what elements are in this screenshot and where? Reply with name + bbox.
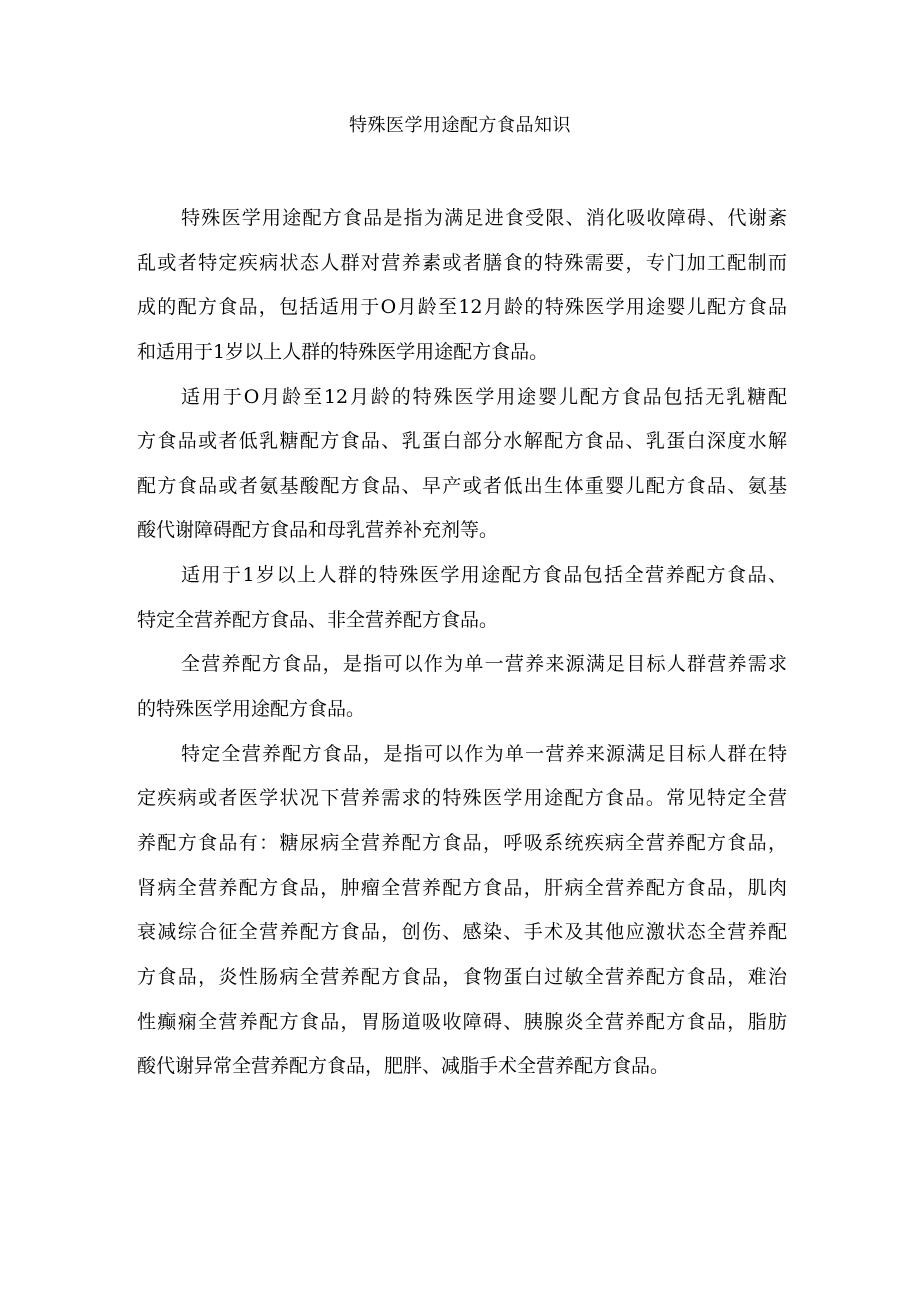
paragraph-line: 全营养配方食品，是指可以作为单一营养来源满足目标人群营养需求	[181, 653, 787, 676]
paragraph-line: 性癫痫全营养配方食品，胃肠道吸收障碍、胰腺炎全营养配方食品，脂肪	[137, 1010, 787, 1033]
paragraph-line: 特殊医学用途配方食品是指为满足进食受限、消化吸收障碍、代谢紊	[181, 207, 787, 229]
paragraph-line: 衰减综合征全营养配方食品，创伤、感染、手术及其他应激状态全营养配	[137, 921, 787, 944]
paragraph-line: 适用于1岁以上人群的特殊医学用途配方食品包括全营养配方食品、	[181, 564, 787, 587]
paragraph-line: 方食品或者低乳糖配方食品、乳蛋白部分水解配方食品、乳蛋白深度水解	[137, 430, 787, 453]
paragraph-over-one-year	[137, 562, 787, 651]
paragraph-line: 的特殊医学用途配方食品。	[137, 698, 366, 721]
paragraph-line: 特定全营养配方食品、非全营养配方食品。	[137, 608, 499, 631]
document-title: 特殊医学用途配方食品知识	[349, 115, 571, 136]
paragraph-line: 和适用于1岁以上人群的特殊医学用途配方食品。	[137, 340, 549, 363]
paragraph-line: 方食品，炎性肠病全营养配方食品，食物蛋白过敏全营养配方食品，难治	[137, 965, 787, 988]
paragraph-line: 乱或者特定疾病状态人群对营养素或者膳食的特殊需要，专门加工配制而	[137, 251, 787, 274]
paragraph-line: 成的配方食品，包括适用于O月龄至12月龄的特殊医学用途婴儿配方食品	[137, 296, 787, 319]
paragraph-line: 酸代谢异常全营养配方食品，肥胖、减脂手术全营养配方食品。	[137, 1055, 670, 1078]
paragraph-line: 特定全营养配方食品，是指可以作为单一营养来源满足目标人群在特	[181, 742, 787, 765]
paragraph-infant-formula	[137, 384, 787, 563]
paragraph-line: 养配方食品有：糖尿病全营养配方食品，呼吸系统疾病全营养配方食品，	[137, 831, 787, 854]
paragraph-line: 定疾病或者医学状况下营养需求的特殊医学用途配方食品。常见特定全营	[137, 787, 787, 810]
paragraph-line: 肾病全营养配方食品，肿瘤全营养配方食品，肝病全营养配方食品，肌肉	[137, 876, 787, 899]
paragraph-line: 配方食品或者氨基酸配方食品、早产或者低出生体重婴儿配方食品、氨基	[137, 474, 787, 497]
document-body	[137, 205, 787, 1098]
paragraph-line: 适用于O月龄至12月龄的特殊医学用途婴儿配方食品包括无乳糖配	[181, 385, 787, 408]
paragraph-line: 酸代谢障碍配方食品和母乳营养补充剂等。	[137, 519, 499, 542]
paragraph-definition	[137, 205, 787, 384]
paragraph-full-nutrition	[137, 651, 787, 740]
paragraph-specific-full-nutrition	[137, 741, 787, 1098]
